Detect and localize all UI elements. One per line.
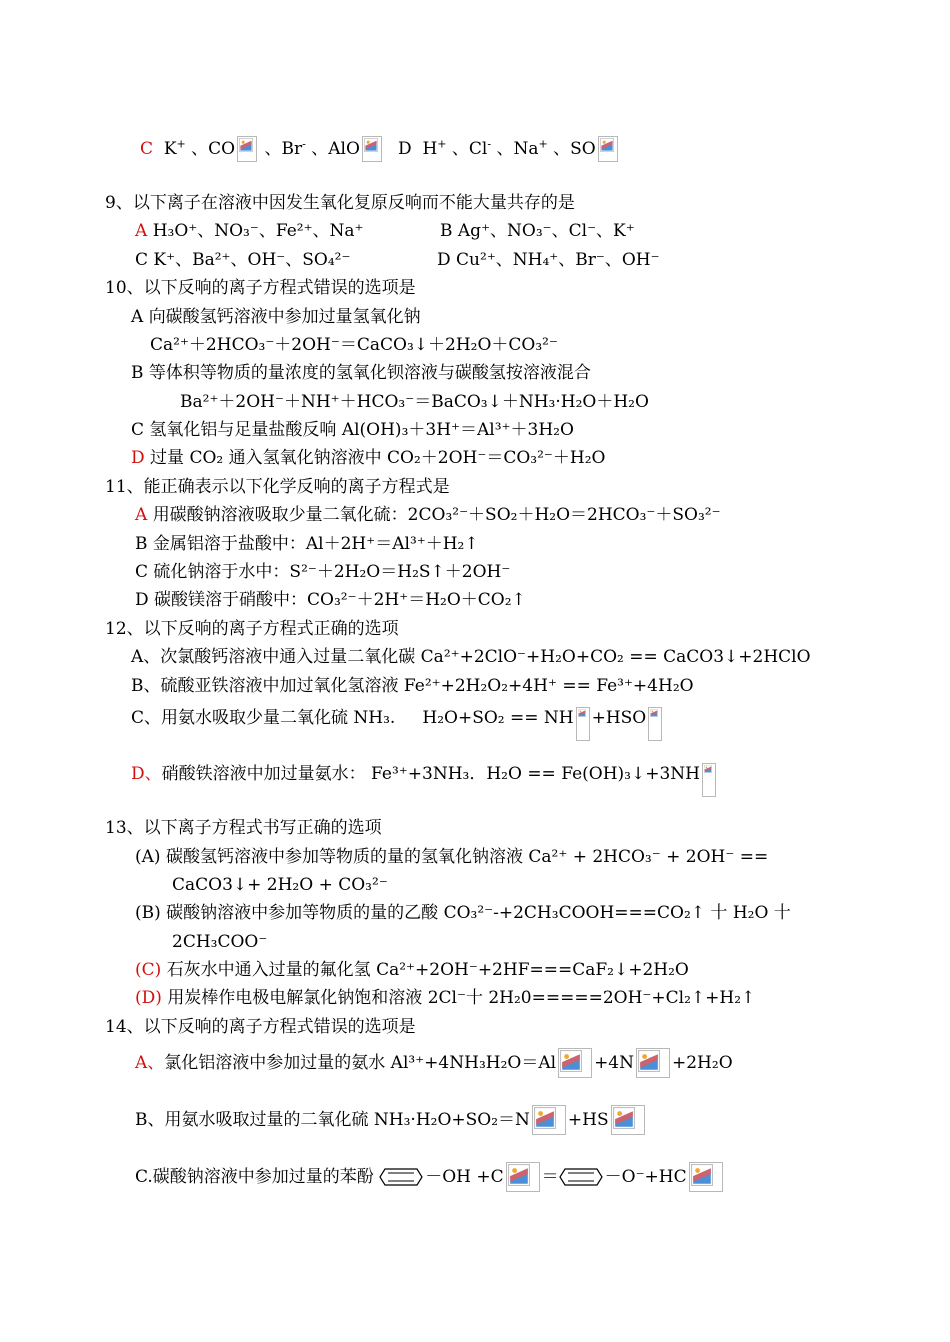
broken-image-icon (636, 1048, 670, 1078)
q13-option-c: (C) 石灰水中通入过量的氟化氢 Ca²⁺+2OH⁻+2HF===CaF₂↓+2H₂O (135, 960, 689, 980)
option-c-label: C (140, 139, 154, 159)
q9-option-d: D Cu²⁺、NH₄⁺、Br⁻、OH⁻ (437, 250, 660, 270)
q11-option-d: D 碳酸镁溶于硝酸中：CO₃²⁻＋2H⁺＝H₂O＋CO₂↑ (135, 590, 526, 610)
question-13-title: 13、以下离子方程式书写正确的选项 (105, 818, 382, 838)
q9-option-c: C K⁺、Ba²⁺、OH⁻、SO₄²⁻ (135, 250, 351, 270)
broken-image-icon (611, 1105, 645, 1135)
broken-image-icon (558, 1048, 592, 1078)
broken-image-icon (576, 707, 590, 741)
q13-option-a-cont: CaCO3↓+ 2H₂O + CO₃²⁻ (172, 875, 388, 895)
benzene-ring-icon (559, 1168, 603, 1192)
q13-option-b-cont: 2CH₃COO⁻ (172, 932, 268, 952)
q11-option-c: C 硫化钠溶于水中：S²⁻＋2H₂O＝H₂S↑＋2OH⁻ (135, 562, 511, 582)
broken-image-icon (689, 1162, 723, 1192)
q10-option-a: A 向碳酸氢钙溶液中参加过量氢氧化钠 (131, 307, 421, 327)
q10-option-b-equation: Ba²⁺＋2OH⁻＋NH⁺＋HCO₃⁻＝BaCO₃↓＋NH₃·H₂O＋H₂O (180, 392, 649, 412)
q12-option-b: B、硫酸亚铁溶液中加过氧化氢溶液 Fe²⁺+2H₂O₂+4H⁺ == Fe³⁺+4H₂O (131, 676, 694, 696)
q11-option-a: A 用碳酸钠溶液吸取少量二氧化硫：2CO₃²⁻＋SO₂＋H₂O＝2HCO₃⁻＋SO₃²⁻ (135, 505, 721, 525)
q14-option-c: C.碳酸钠溶液中参加过量的苯酚 －OH +C ＝ －O⁻+HC (135, 1162, 725, 1192)
broken-image-icon (237, 136, 257, 162)
q14-option-b: B、用氨水吸取过量的二氧化硫 NH₃·H₂O+SO₂＝N +HS (135, 1105, 647, 1135)
broken-image-icon (648, 707, 662, 741)
q13-option-a: (A) 碳酸氢钙溶液中参加等物质的量的氢氧化钠溶液 Ca²⁺ + 2HCO₃⁻ + 2OH⁻ == (135, 847, 769, 867)
q10-option-a-equation: Ca²⁺＋2HCO₃⁻＋2OH⁻＝CaCO₃↓＋2H₂O＋CO₃²⁻ (150, 335, 558, 355)
q12-option-c: C、用氨水吸取少量二氧化硫 NH₃. H₂O+SO₂ == NH +HSO (131, 707, 664, 741)
q12-option-d: D、硝酸铁溶液中加过量氨水： Fe³⁺+3NH₃．H₂O == Fe(OH)₃↓+3NH (131, 763, 718, 797)
broken-image-icon (506, 1162, 540, 1192)
q12-option-a: A、次氯酸钙溶液中通入过量二氧化碳 Ca²⁺+2ClO⁻+H₂O+CO₂ == CaCO3↓+2HClO (131, 647, 811, 667)
question-14-title: 14、以下反响的离子方程式错误的选项是 (105, 1017, 416, 1037)
option-row-q8-d: D H+ 、Cl- 、Na+ 、SO (398, 136, 620, 162)
q9-option-a: A H₃O⁺、NO₃⁻、Fe²⁺、Na⁺ (135, 221, 364, 241)
question-11-title: 11、能正确表示以下化学反响的离子方程式是 (105, 477, 450, 497)
question-9-title: 9、以下离子在溶液中因发生氧化复原反响而不能大量共存的是 (105, 193, 575, 213)
q13-option-d: (D) 用炭棒作电极电解氯化钠饱和溶液 2Cl⁻十 2H₂0=====2OH⁻+Cl₂↑+H₂↑ (135, 988, 756, 1008)
q14-option-a: A、氯化铝溶液中参加过量的氨水 Al³⁺+4NH₃H₂O＝Al +4N +2H₂O (135, 1048, 733, 1078)
option-d-label: D (398, 139, 412, 159)
q9-option-b: B Ag⁺、NO₃⁻、Cl⁻、K⁺ (440, 221, 635, 241)
benzene-ring-icon (379, 1168, 423, 1192)
broken-image-icon (362, 136, 382, 162)
broken-image-icon (702, 763, 716, 797)
q13-option-b: (B) 碳酸钠溶液中参加等物质的量的乙酸 CO₃²⁻-+2CH₃COOH===CO₂↑ 十 H₂O 十 (135, 903, 791, 923)
q10-option-d: D 过量 CO₂ 通入氢氧化钠溶液中 CO₂＋2OH⁻＝CO₃²⁻＋H₂O (131, 448, 606, 468)
broken-image-icon (532, 1105, 566, 1135)
option-row-q8-cd: C K+ 、CO 、Br- 、AlO (140, 136, 384, 162)
q10-option-b: B 等体积等物质的量浓度的氢氧化钡溶液与碳酸氢按溶液混合 (131, 363, 591, 383)
q10-option-c: C 氢氧化铝与足量盐酸反响 Al(OH)₃＋3H⁺＝Al³⁺＋3H₂O (131, 420, 574, 440)
question-10-title: 10、以下反响的离子方程式错误的选项是 (105, 278, 416, 298)
q11-option-b: B 金属铝溶于盐酸中：Al＋2H⁺＝Al³⁺＋H₂↑ (135, 534, 479, 554)
broken-image-icon (598, 136, 618, 162)
question-12-title: 12、以下反响的离子方程式正确的选项 (105, 619, 399, 639)
